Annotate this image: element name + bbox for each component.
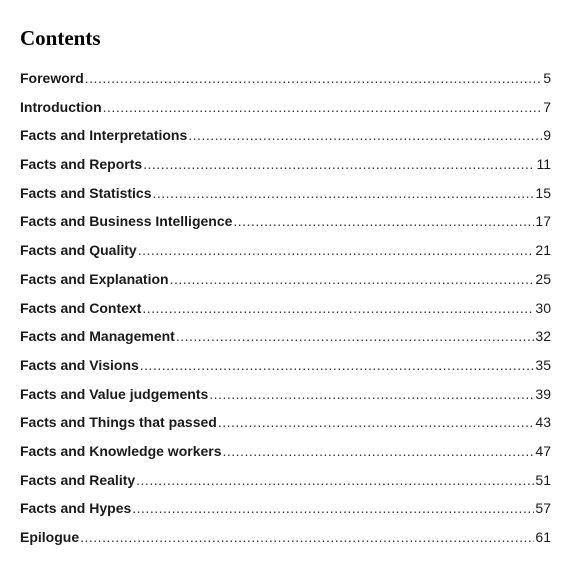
toc-entry-page-number: 17: [535, 213, 551, 230]
dot-leader: [80, 529, 534, 545]
dot-leader: [103, 99, 543, 115]
dot-leader: [209, 386, 534, 402]
dot-leader: [218, 414, 535, 430]
dot-leader: [143, 156, 535, 172]
toc-entry-facts-and-statistics[interactable]: [20, 185, 551, 214]
table-of-contents: [20, 70, 551, 558]
toc-entry-page-number: 57: [535, 500, 551, 517]
toc-entry-label: Facts and Management: [20, 328, 175, 345]
toc-entry-facts-and-explanation[interactable]: [20, 271, 551, 300]
toc-entry-epilogue[interactable]: [20, 529, 551, 558]
toc-entry-page-number: 61: [535, 529, 551, 545]
dot-leader: [140, 357, 535, 373]
toc-entry-page-number: 51: [535, 471, 551, 488]
toc-entry-facts-and-value-judgements[interactable]: [20, 386, 551, 415]
toc-entry-page-number: 47: [535, 442, 551, 459]
toc-entry-facts-and-management[interactable]: [20, 328, 551, 357]
toc-entry-page-number: 25: [535, 270, 551, 287]
toc-entry-label: Facts and Knowledge workers: [20, 442, 222, 459]
dot-leader: [176, 328, 535, 344]
toc-entry-label: Epilogue: [20, 529, 80, 545]
toc-entry-page-number: 9: [543, 127, 551, 144]
toc-entry-label: Facts and Explanation: [20, 270, 169, 287]
dot-leader: [138, 242, 535, 258]
toc-entry-facts-and-interpretations[interactable]: [20, 127, 551, 156]
toc-entry-page-number: 5: [543, 70, 551, 86]
toc-entry-page-number: 21: [535, 242, 551, 259]
toc-entry-page-number: 7: [543, 98, 551, 115]
dot-leader: [153, 185, 535, 201]
toc-entry-page-number: 35: [535, 356, 551, 373]
dot-leader: [170, 271, 535, 287]
toc-entry-label: Introduction: [20, 98, 102, 115]
toc-entry-page-number: 39: [535, 385, 551, 402]
toc-entry-label: Facts and Statistics: [20, 184, 152, 201]
toc-entry-facts-and-knowledge-workers[interactable]: [20, 443, 551, 472]
toc-entry-introduction[interactable]: [20, 99, 551, 128]
dot-leader: [188, 127, 542, 143]
toc-entry-facts-and-business-intelligence[interactable]: [20, 213, 551, 242]
page-title: Contents: [20, 26, 101, 50]
toc-entry-label: Facts and Quality: [20, 242, 137, 259]
toc-entry-page-number: 30: [535, 299, 551, 316]
toc-entry-facts-and-context[interactable]: [20, 300, 551, 329]
toc-entry-page-number: 11: [536, 156, 551, 173]
toc-entry-foreword[interactable]: [20, 70, 551, 99]
toc-entry-facts-and-things-that-passed[interactable]: [20, 414, 551, 443]
toc-entry-label: Facts and Value judgements: [20, 385, 209, 402]
toc-entry-facts-and-reports[interactable]: [20, 156, 551, 185]
toc-entry-label: Facts and Hypes: [20, 500, 132, 517]
toc-entry-facts-and-visions[interactable]: [20, 357, 551, 386]
dot-leader: [136, 472, 534, 488]
toc-entry-label: Facts and Things that passed: [20, 414, 217, 431]
toc-entry-page-number: 43: [535, 414, 551, 431]
toc-entry-facts-and-reality[interactable]: [20, 472, 551, 501]
toc-entry-label: Facts and Visions: [20, 356, 139, 373]
toc-entry-label: Facts and Context: [20, 299, 142, 316]
toc-entry-label: Foreword: [20, 70, 84, 86]
toc-entry-label: Facts and Reports: [20, 156, 143, 173]
toc-entry-label: Facts and Reality: [20, 471, 136, 488]
dot-leader: [85, 70, 542, 86]
toc-entry-facts-and-hypes[interactable]: [20, 500, 551, 529]
toc-entry-page-number: 32: [535, 328, 551, 345]
dot-leader: [223, 443, 535, 459]
contents-page: [20, 24, 551, 558]
toc-entry-facts-and-quality[interactable]: [20, 242, 551, 271]
toc-entry-label: Facts and Interpretations: [20, 127, 188, 144]
dot-leader: [132, 500, 534, 516]
toc-entry-page-number: 15: [535, 184, 551, 201]
dot-leader: [233, 213, 534, 229]
dot-leader: [142, 300, 534, 316]
toc-entry-label: Facts and Business Intelligence: [20, 213, 233, 230]
